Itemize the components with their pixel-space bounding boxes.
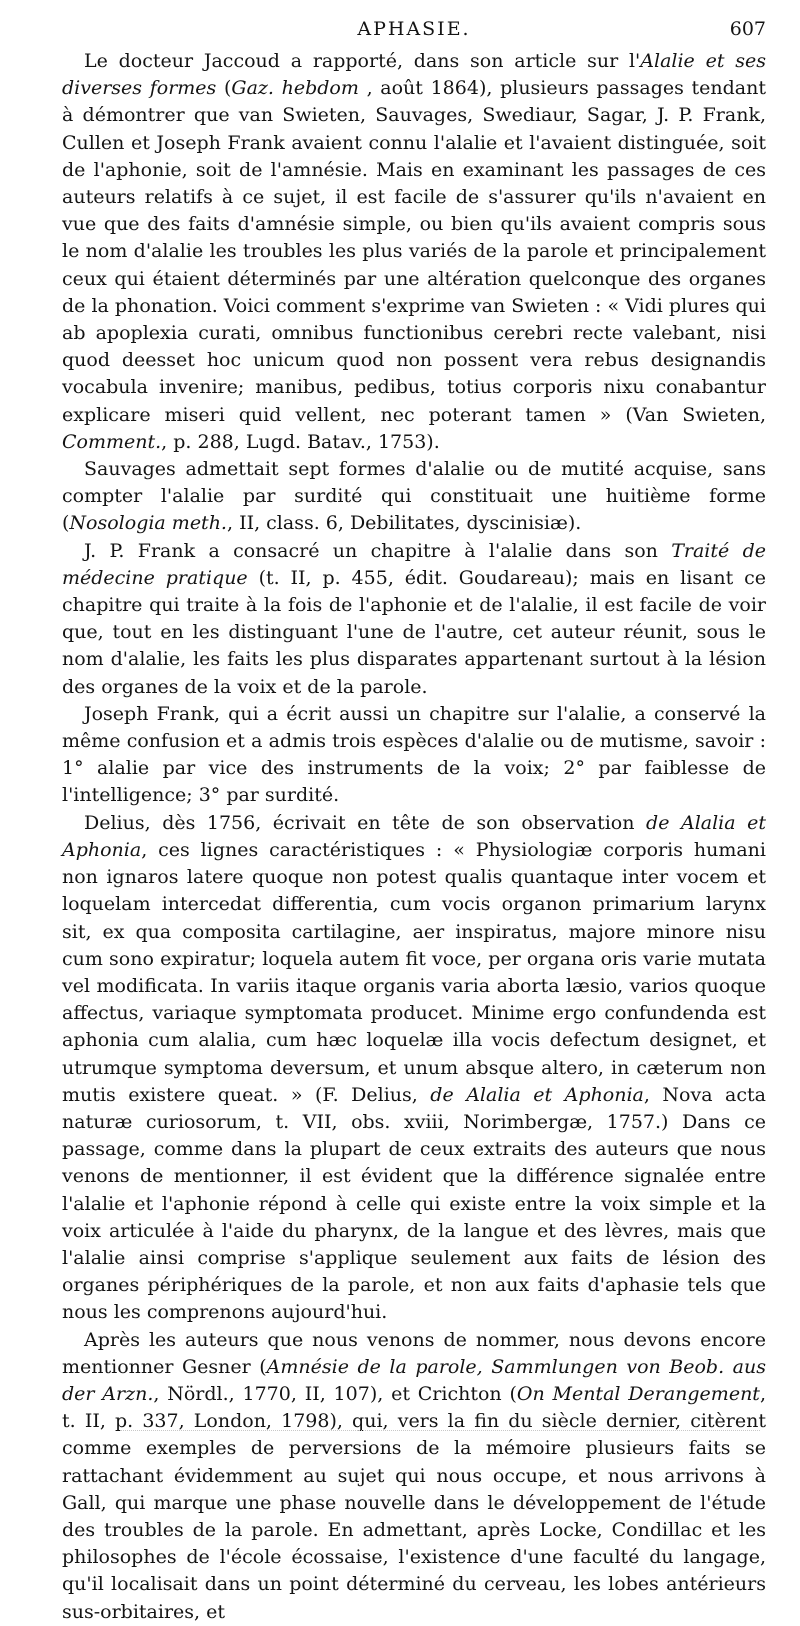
text-run: , t. II, p. 337, London, 1798), qui, vers la fin du siècle dernier, citèrent comme exemples de perversions de la mémoire plusieurs faits se rattachant évidemment au sujet qui nous occupe, et nous arrivons à Gall, qui marque une phase nouvelle dans le développement de l'étude des troubles de la parole. En admettant, après Locke, Condillac et les philosophes de l'école écossaise, l'existence d'une faculté du langage, qu'il localisait dans un point déterminé du cerveau, les lobes antérieurs sus-orbitaires, et <box>62 1382 766 1623</box>
text-run: , août 1864), plusieurs passages tendant à démontrer que van Swieten, Sauvages, Swediaur, Sagar, J. P. Frank, Cullen et Joseph Frank avaient connu l'alalie et l'avaient distinguée, soit de l'aphonie, soit de l'amnésie. Mais en examinant les passages de ces auteurs relatifs à ce sujet, il est facile de s'assurer qu'ils n'avaient en vue que des faits d'amnésie simple, ou bien qu'ils avaient compris sous le nom d'alalie les troubles les plus variés de la parole et principalement ceux qui étaient déterminés par une altération quelconque des organes de la phonation. Voici comment s'exprime van Swieten : « Vidi plures qui ab apoplexia curati, omnibus functionibus cerebri recte valebant, nisi quod deesset hoc unicum quod non possent vera rebus designandis vocabula invenire; manibus, pedibus, totius corporis nixu conabantur explicare miseri quid vellent, nec poterant tamen » (Van Swieten, <box>62 77 767 426</box>
page-number: 607 <box>729 18 766 40</box>
text-run: ( <box>216 77 232 100</box>
paragraph <box>62 456 766 538</box>
italic-text: Nosologia meth. <box>69 512 227 535</box>
italic-text: Comment. <box>62 430 162 453</box>
body-text <box>62 48 766 1626</box>
italic-text: de Alalia et Aphonia <box>430 1083 644 1106</box>
text-run: Delius, dès 1756, écrivait en tête de son observation <box>84 811 647 834</box>
text-run: Joseph Frank, qui a écrit aussi un chapitre sur l'alalie, a conservé la même confusion et a admis trois espèces d'alalie ou de mutisme, savoir : 1° alalie par vice des instruments de la voix; 2° par faiblesse de l'intelligence; 3° par surdité. <box>62 702 766 807</box>
text-run: , II, class. 6, Debilitates, dyscinisiæ). <box>226 512 582 535</box>
running-header <box>62 18 766 48</box>
paragraph <box>62 538 766 701</box>
paragraph <box>62 810 766 1327</box>
text-run: , Nova acta naturæ curiosorum, t. VII, obs. xviii, Norimbergæ, 1757.) Dans ce passage, comme dans la plupart de ceux extraits des auteurs que nous venons de mentionner, il est évident que la différence signalée entre l'alalie et l'aphonie répond à celle qui existe entre la voix simple et la voix articulée à l'aide du pharynx, de la langue et des lèvres, mais que l'alalie ainsi comprise s'applique seulement aux faits de lésion des organes périphériques de la parole, et non aux faits d'aphasie tels que nous les comprenons aujourd'hui. <box>62 1083 766 1324</box>
book-page <box>62 18 766 1626</box>
text-run: Le docteur Jaccoud a rapporté, dans son article sur l' <box>84 50 641 72</box>
paragraph <box>62 48 766 456</box>
paragraph <box>62 701 766 810</box>
text-run: , ces lignes caractéristiques : « Physiologiæ corporis humani non ignaros latere quoque non potest qualis quantaque inter vocem et loquelam intercedat differentia, cum vocis organon primarium larynx sit, ex qua composita cartilagine, aer inspiratus, majore minore nisu cum sono expiratur; loquela autem fit voce, per organa oris varie mutata vel modificata. In variis itaque organis varia aborta læsio, varios quoque affectus, variaque symptomata producet. Minime ergo confundenda est aphonia cum alalia, cum hæc loquelæ illa vocis defectum designet, et utrumque symptoma deversum, et unum absque altero, in cæterum non mutis existere queat. » (F. Delius, <box>62 838 766 1106</box>
text-run: , p. 288, Lugd. Batav., 1753). <box>161 430 440 453</box>
bottom-rule <box>120 1430 760 1431</box>
text-run: Après les auteurs que nous venons de nommer, nous devons encore mentionner Gesner ( <box>62 1328 766 1378</box>
italic-text: Gaz. hebdom <box>231 77 359 100</box>
italic-text: de Alalia et Aphonia <box>62 811 766 861</box>
paragraph <box>62 1327 766 1626</box>
text-run: (t. II, p. 455, édit. Goudareau); mais en lisant ce chapitre qui traite à la fois de l'aphonie et de l'alalie, il est facile de voir que, tout en les distinguant l'une de l'autre, cet auteur réunit, sous le nom d'alalie, les faits les plus disparates appartenant surtout à la lésion des organes de la voix et de la parole. <box>62 566 766 698</box>
italic-text: Amnésie de la parole, Sammlungen von Beob. aus der Arzn. <box>62 1355 766 1405</box>
italic-text: Traité de médecine pratique <box>62 539 766 589</box>
italic-text: On Mental Derangement <box>516 1382 760 1405</box>
text-run: Sauvages admettait sept formes d'alalie ou de mutité acquise, sans compter l'alalie par surdité qui constituait une huitième forme ( <box>62 458 766 535</box>
italic-text: Alalie et ses diverses formes <box>62 50 766 100</box>
text-run: , Nördl., 1770, II, 107), et Crichton ( <box>153 1382 517 1405</box>
text-run: J. P. Frank a consacré un chapitre à l'alalie dans son <box>84 539 672 562</box>
running-title: APHASIE. <box>357 18 471 40</box>
